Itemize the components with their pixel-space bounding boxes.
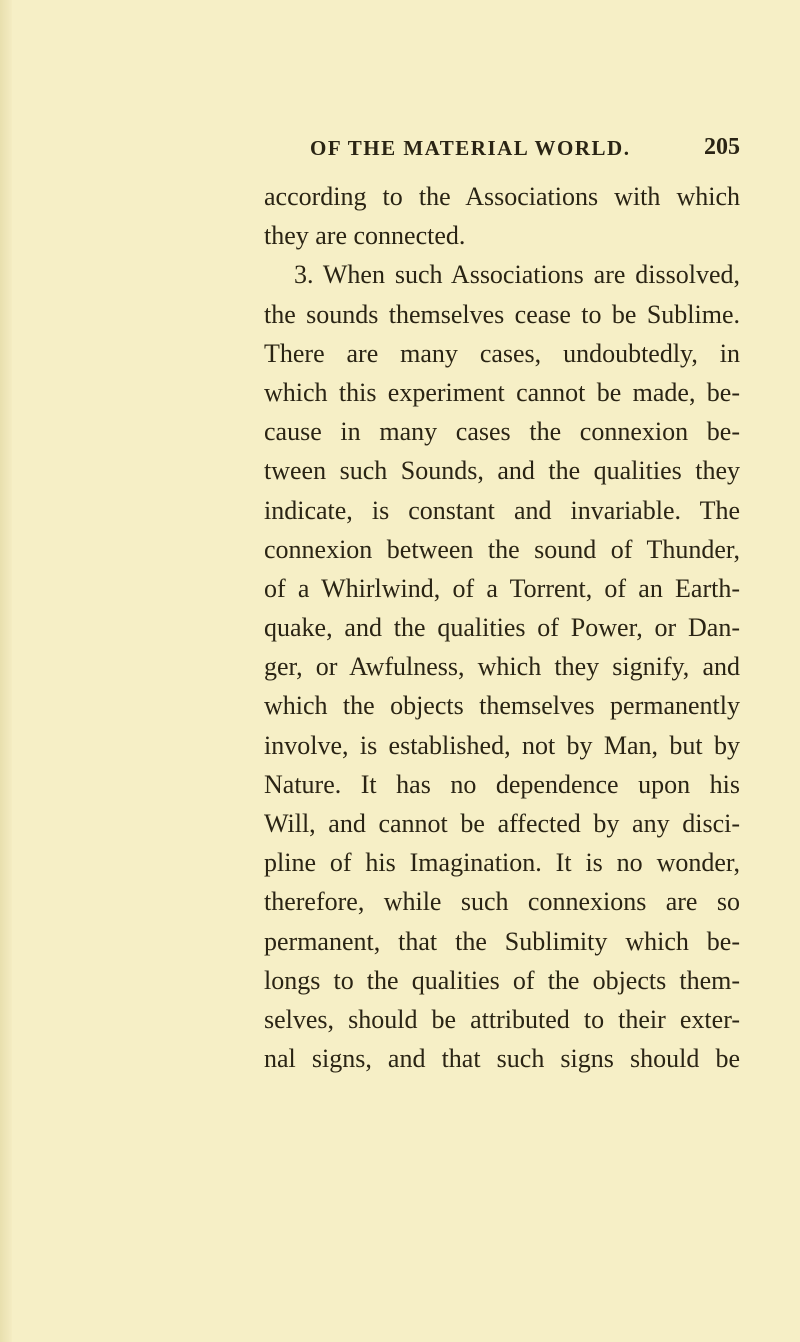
- text-line: Nature. It has no dependence upon his: [264, 769, 740, 799]
- page-header: [310, 132, 740, 168]
- text-line: of a Whirlwind, of a Torrent, of an Earth-: [264, 573, 740, 603]
- text-line: There are many cases, undoubtedly, in: [264, 338, 740, 368]
- text-line: permanent, that the Sublimity which be-: [264, 926, 740, 956]
- running-title: OF THE MATERIAL WORLD.: [310, 136, 631, 160]
- text-line: therefore, while such connexions are so: [264, 887, 740, 917]
- page-edge: [0, 0, 12, 1342]
- text-line: tween such Sounds, and the qualities they: [264, 456, 740, 486]
- text-line: which the objects themselves permanently: [264, 691, 740, 721]
- text-line: Will, and cannot be affected by any disci-: [264, 809, 740, 838]
- text-line: quake, and the qualities of Power, or Dan-: [264, 613, 740, 643]
- text-line: 3. When such Associations are dissolved,: [294, 260, 740, 290]
- page-number: 205: [704, 134, 740, 160]
- text-line: longs to the qualities of the objects them-: [264, 965, 740, 995]
- text-line: pline of his Imagination. It is no wonder,: [264, 848, 740, 878]
- text-line: connexion between the sound of Thunder,: [264, 534, 740, 564]
- text-line: the sounds themselves cease to be Sublime.: [264, 299, 740, 329]
- text-line: selves, should be attributed to their exter-: [264, 1004, 740, 1034]
- text-line: cause in many cases the connexion be-: [264, 417, 740, 447]
- text-line: nal signs, and that such signs should be: [264, 1044, 740, 1074]
- text-line: which this experiment cannot be made, be-: [264, 377, 740, 407]
- text-line: they are connected.: [264, 221, 466, 251]
- text-line: ger, or Awfulness, which they signify, and: [264, 652, 740, 682]
- body-text: [264, 177, 740, 1078]
- text-line: involve, is established, not by Man, but by: [264, 730, 740, 760]
- text-line: indicate, is constant and invariable. The: [264, 495, 740, 525]
- text-line: according to the Associations with which: [264, 182, 740, 211]
